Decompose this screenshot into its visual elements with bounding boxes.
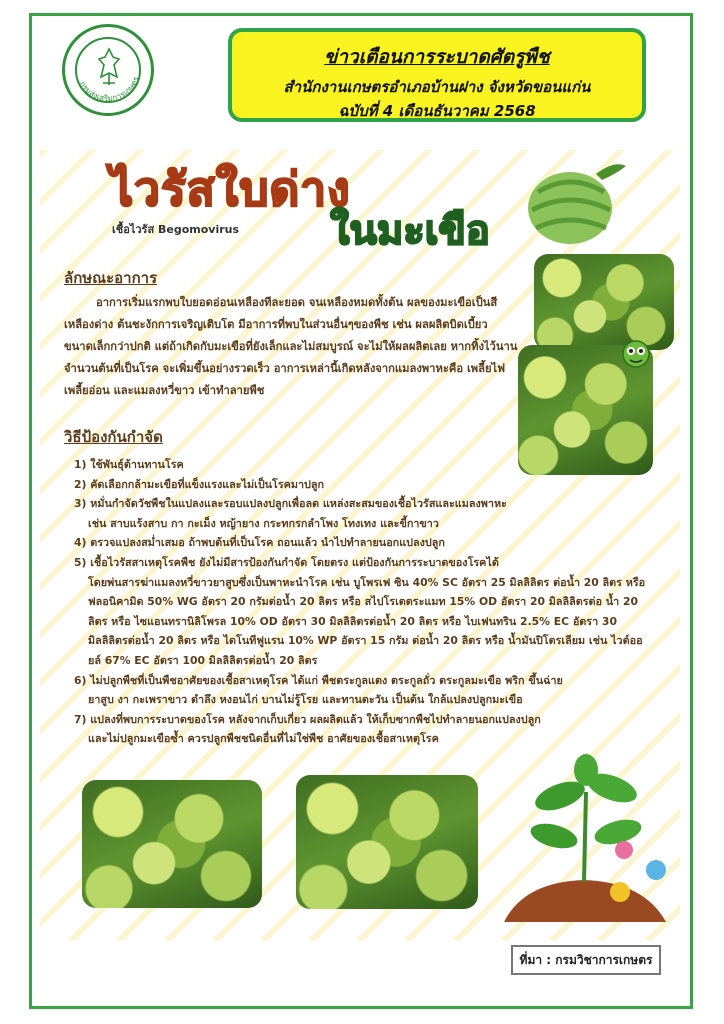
prevention-heading: วิธีป้องกันกำจัด bbox=[64, 428, 163, 446]
list-item: 7) แปลงที่พบการระบาดของโรค หลังจากเก็บเกี่ยว ผลผลิตแล้ว ให้เก็บซากพืชไปทำลายนอกแปลงปลูก และไม่ปลูกมะเขือซ้ำ ควรปลูกพืชชนิดอื่นที่ไม่ใช่พืช อาศัยของเชื้อสาเหตุโรค bbox=[74, 712, 541, 746]
prevention-list bbox=[74, 455, 654, 749]
list-item: 5) เชื้อไวรัสสาเหตุโรคพืช ยังไม่มีสารป้องกันกำจัด โดยตรง แต่ป้องกันการระบาดของโรคได้ โดยพ่นสารฆ่าแมลงหวี่ขาวยาสูบซึ่งเป็นพาหะนำโรค เช่น บูโพรเฟ ซิน 40% SC อัตรา 25 มิลลิลิตร ต่อน้ำ 20 ลิตร หรือ ฟลอนิคามิด 50% WG อัตรา 20 กรัมต่อน้ำ 20 ลิตร หรือ สไปโรเตตระแมท 15% OD อัตรา 20 มิลลิลิตรต่อ น้ำ 20 ลิตร หรือ ไซแอนทรานิลิโพรล 10% OD อัตรา 30 มิลลิลิตรต่อน้ำ 20 ลิตร หรือ ไบเฟนทริน 2.5% EC อัตรา 30 มิลลิลิตรต่อน้ำ 20 ลิตร หรือ ไดโนทีฟูแรน 10% WP อัตรา 15 กรัม ต่อน้ำ 20 ลิตร หรือ น้ำมันปิโตรเลียม เช่น ไวต์ออยล์ 67% EC อัตรา 100 มิลลิลิตรต่อน้ำ 20 ลิตร bbox=[74, 555, 646, 667]
eggplant-melon-icon bbox=[518, 152, 630, 252]
virus-name-label: เชื้อไวรัส Begomovirus bbox=[112, 223, 240, 236]
source-label: ที่มา : กรมวิชาการเกษตร bbox=[511, 945, 661, 975]
banner-title-sub: ในมะเขือ bbox=[330, 208, 490, 254]
symptoms-heading: ลักษณะอาการ bbox=[64, 269, 158, 287]
list-item: 2) คัดเลือกกล้ามะเขือที่แข็งแรงและไม่เป็นโรคมาปลูก bbox=[74, 477, 325, 491]
office-name: สำนักงานเกษตรอำเภอบ้านฝาง จังหวัดขอนแก่น bbox=[283, 78, 591, 96]
list-item: 3) หมั่นกำจัดวัชพืชในแปลงและรอบแปลงปลูกเพื่อลด แหล่งสะสมของเชื้อไวรัสและแมลงพาหะ เช่น สาบแร้งสาบ กา กะเม็ง หญ้ายาง กระทกรกลำโพง โทงเทง และขี้กาขาว bbox=[74, 497, 507, 530]
header-box bbox=[228, 28, 646, 122]
department-seal-logo bbox=[62, 24, 154, 116]
seedling-illustration-icon bbox=[494, 752, 674, 932]
infected-plant-photo-1 bbox=[82, 780, 262, 908]
svg-text:กรมส่งเสริมการเกษตร: กรมส่งเสริมการเกษตร bbox=[77, 75, 141, 104]
infected-plant-photo-2 bbox=[296, 775, 478, 909]
symptoms-text: อาการเริ่มแรกพบใบยอดอ่อนเหลืองทีละยอด จนเหลืองหมดทั้งต้น ผลของมะเขือเป็นสีเหลืองด่าง ต้นชะงักการเจริญเติบโต มีอาการที่พบในส่วนอื่นๆของพืช เช่น ผลผลิตบิดเบี้ยว ขนาดเล็กกว่าปกติ แต่ถ้าเกิดกับมะเขือที่ยังเล็กและไม่สมบูรณ์ จะไม่ให้ผลผลิตเลย หากทิ้งไว้นานจำนวนต้นที่เป็นโรค จะเพิ่มขึ้นอย่างรวดเร็ว อาการเหล่านี้เกิดหลังจากแมลงพาหะคือ เพลี้ยไฟ เพลี้ยอ่อน และแมลงหวี่ขาว เข้าทำลายพืช bbox=[64, 296, 518, 397]
seal-ring-text bbox=[65, 27, 151, 113]
page-title: ข่าวเตือนการระบาดศัตรูพืช bbox=[324, 46, 550, 68]
issue-label: ฉบับที่ 4 เดือนธันวาคม 2568 bbox=[338, 102, 536, 120]
list-item: 1) ใช้พันธุ์ต้านทานโรค bbox=[74, 458, 184, 471]
list-item: 6) ไม่ปลูกพืชที่เป็นพืชอาศัยของเชื้อสาเหตุโรค ได้แก่ พืชตระกูลแตง ตระกูลถั่ว ตระกูลมะเขือ พริก ขึ้นฉ่าย ยาสูบ งา กะเพราขาว ตำลึง หงอนไก่ บานไม่รู้โรย และทานตะวัน เป็นต้น ใกล้แปลงปลูกมะเขือ bbox=[74, 673, 563, 707]
list-item: 4) ตรวจแปลงสม่ำเสมอ ถ้าพบต้นที่เป็นโรค ถอนแล้ว นำไปทำลายนอกแปลงปลูก bbox=[74, 536, 445, 550]
banner-title-main: ไวรัสใบด่าง bbox=[110, 162, 351, 216]
cartoon-bug-icon bbox=[618, 334, 654, 370]
